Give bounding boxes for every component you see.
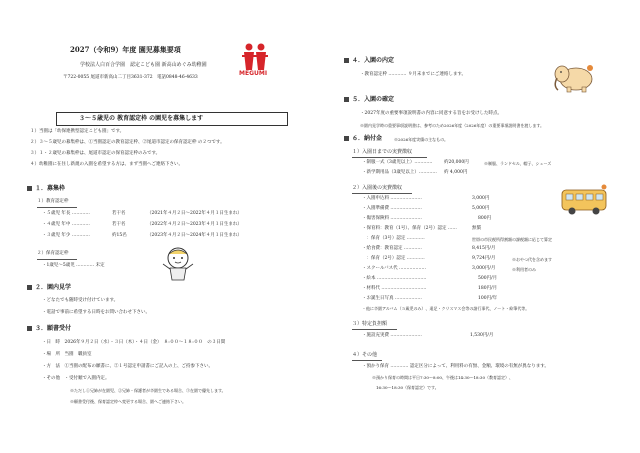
fee-value: 180円/月 bbox=[478, 286, 498, 291]
children-logo-icon bbox=[238, 42, 272, 72]
text-line: ・方 法 ①当園の配布の願書に、②１号認定申請書にご記入の上、ご持参下さい。 bbox=[42, 364, 213, 369]
text-line: ・預かり保育 ………… 認定区分によって、利用料の有無、金額、環境の有無が異なります。 bbox=[362, 364, 549, 369]
elephant-illustration-icon bbox=[552, 62, 596, 94]
subsection-heading: １）教育認定枠 bbox=[37, 199, 69, 204]
text-line: ・2027年度の重要事項説明書の内容に同意する旨をお受けした時点。 bbox=[360, 111, 502, 116]
quota-birth: （2021年４月２日～2022年４月１日生まれ） bbox=[147, 211, 242, 216]
text-line: ・どなたでも随時受け付けています。 bbox=[42, 298, 119, 303]
note-line: ※願書受付後、保育認定枠へ変更する場合、園へご連絡下さい。 bbox=[70, 399, 186, 404]
section-heading: ３．願書受付 bbox=[35, 325, 72, 332]
section-bullet bbox=[27, 326, 32, 331]
fee-value: 500円/月 bbox=[478, 276, 498, 281]
subsection-heading: ３）特定負担額 bbox=[352, 321, 388, 327]
fee-value: 5,000円 bbox=[472, 206, 490, 211]
fee-value: 8,415円/月 bbox=[472, 246, 496, 251]
fee-label: ・お誕生日写真 ……………… bbox=[362, 296, 422, 301]
text-line: ・教育認定枠 ………… ９月末までにご連絡します。 bbox=[360, 72, 466, 77]
section-heading: ２．園内見学 bbox=[35, 284, 72, 291]
note-line: ※園内見学時の重要事項説明書は、参考のため2026年度（2026年度）の重要事項説明書を渡します。 bbox=[360, 123, 545, 128]
quota-birth: （2023年４月２日～2024年４月１日生まれ） bbox=[147, 233, 242, 238]
section-bullet bbox=[344, 58, 349, 63]
quota-count: 若干名 bbox=[112, 211, 126, 216]
fee-note: ※おやつ代を含めます bbox=[512, 257, 552, 262]
quota-age: ・３歳児 年少 ………… bbox=[42, 233, 90, 238]
fee-note: ※制服、ランドセル、帽子、シューズ bbox=[484, 161, 552, 166]
fee-label: ・入園準備費 ………………… bbox=[362, 206, 422, 211]
section-heading: ６．納付金 bbox=[352, 135, 383, 142]
section-bullet bbox=[344, 136, 349, 141]
fee-label: ・スクールバス代 ……………… bbox=[362, 266, 427, 271]
section-heading: ５．入園の確定 bbox=[352, 96, 395, 103]
text-line: ・場 所 当園 職員室 bbox=[42, 352, 92, 357]
section-note: ※2026年度実績の主なもの。 bbox=[394, 137, 449, 142]
fee-label: ・傷害保険料 ………………… bbox=[362, 216, 422, 221]
subsection-heading: ２）保育認定枠 bbox=[37, 251, 69, 256]
fee-value: 100円/年 bbox=[478, 296, 498, 301]
quota-count: 若干名 bbox=[112, 222, 126, 227]
section-heading: １．募集枠 bbox=[35, 185, 66, 192]
fee-label: ・入園申込料 ………………… bbox=[362, 196, 422, 201]
intro-item: ３）１・２歳児の募集枠は、尾道市認定の保育認定枠のみです。 bbox=[30, 151, 161, 156]
section-bullet bbox=[27, 285, 32, 290]
document-title: 2027（令和9）年度 園児募集要項 bbox=[70, 45, 181, 54]
subsection-heading: １）入園日までの実費徴収 bbox=[352, 149, 413, 155]
school-name: 学校法人白百合学園 認定こども園 新高山めぐみ幼稚園 bbox=[80, 62, 207, 68]
quota-count: 約15名 bbox=[112, 233, 127, 238]
fee-value: 3,000円/月 bbox=[472, 266, 496, 271]
fee-label: ・給食費：教育認定 ………… bbox=[362, 246, 422, 251]
quota-row: ・1歳児～5歳児 ………… 未定 bbox=[42, 263, 105, 268]
section-heading: ４．入園の内定 bbox=[352, 57, 395, 64]
recruitment-banner bbox=[56, 112, 288, 126]
fee-label: ：保育（2号）認定 ………… bbox=[362, 256, 425, 261]
quota-age: ・４歳児 年中 ………… bbox=[42, 222, 90, 227]
school-bus-illustration-icon bbox=[560, 184, 610, 216]
section-bullet bbox=[27, 186, 32, 191]
text-line: ・電話で事前に希望する日時をお問い合わせ下さい。 bbox=[42, 310, 150, 315]
text-line: ・その他 ・受付順で入園内定。 bbox=[42, 376, 110, 381]
note-line: ※預かり保育の時間は平日7:30～8:00、午後は14:30～18:30（教育認定）、 bbox=[368, 375, 514, 380]
subsection-heading: ２）入園後の実費徴収 bbox=[352, 185, 403, 191]
fee-value: 1,530円/月 bbox=[470, 333, 494, 338]
fee-value: 3,000円 bbox=[472, 196, 490, 201]
intro-item: ４）幼稚園に在住し新規の入園を希望する方は、まず当園へご連絡下さい。 bbox=[30, 162, 183, 167]
banner-text: ３～５歳児の 教育認定枠 の園児を募集します bbox=[79, 115, 204, 122]
fee-value: 800円 bbox=[478, 216, 492, 221]
fee-value: 約 4,000円 bbox=[444, 170, 468, 175]
logo-text: MEGUMI bbox=[239, 70, 268, 77]
note-line: 16:30～18:30（保育認定）です。 bbox=[368, 385, 439, 390]
text-line: ・日 時 2026年９月２日（水）・３日（木）・４日（金） ８:００～１８:００ の３日間 bbox=[42, 340, 226, 345]
fee-label: ・材料代 ………………………… bbox=[362, 286, 427, 291]
school-logo bbox=[238, 42, 272, 82]
quota-birth: （2022年４月２日～2023年４月１日生まれ） bbox=[147, 222, 242, 227]
section-bullet bbox=[344, 97, 349, 102]
intro-item: ２）３～５歳児の募集枠は、①当園認定の教育認定枠、②尾道市認定の保育認定枠 の２つです。 bbox=[30, 140, 225, 145]
fee-label: ：保育（3号）認定 ………… bbox=[362, 236, 425, 241]
fee-label: ・新学期用品（3歳児以上）………… bbox=[362, 170, 437, 175]
fee-label: ・制服一式（3歳児以上）………… bbox=[362, 160, 433, 165]
fee-note: ※利用者のみ bbox=[512, 267, 536, 272]
fee-label: ・施設充実費 ………………… bbox=[362, 333, 422, 338]
fee-value: 約20,000円 bbox=[444, 160, 469, 165]
fee-label: ・他に卒園アルバム（５歳児のみ）、遠足・クリスマス会等の諸行事代、ノート・絵筆代等。 bbox=[362, 306, 530, 311]
fee-value: 世帯の市民税所得割額の課税額に応じて算定 bbox=[472, 237, 552, 242]
subsection-heading: ４）その他 bbox=[352, 352, 378, 358]
intro-item: １）当園は「幼保連携型認定こども園」です。 bbox=[30, 129, 125, 134]
fee-value: 無償 bbox=[472, 226, 481, 231]
child-illustration-icon bbox=[158, 244, 198, 284]
note-line: ※ただし①兄姉が在園児、②兄姉・保護者が卒園生である場合、③在園で優先します。 bbox=[70, 388, 226, 393]
fee-value: 9,724円/月 bbox=[472, 256, 496, 261]
quota-age: ・５歳児 年長 ………… bbox=[42, 211, 90, 216]
school-address: 〒722-0055 尾道市新高山二丁目3631-372 電話0848-46-4633 bbox=[63, 75, 198, 80]
fee-label: ・絵本 …………………………… bbox=[362, 276, 427, 281]
fee-label: ・保育料：教育（1号）、保育（2号）認定 …… bbox=[362, 226, 457, 231]
